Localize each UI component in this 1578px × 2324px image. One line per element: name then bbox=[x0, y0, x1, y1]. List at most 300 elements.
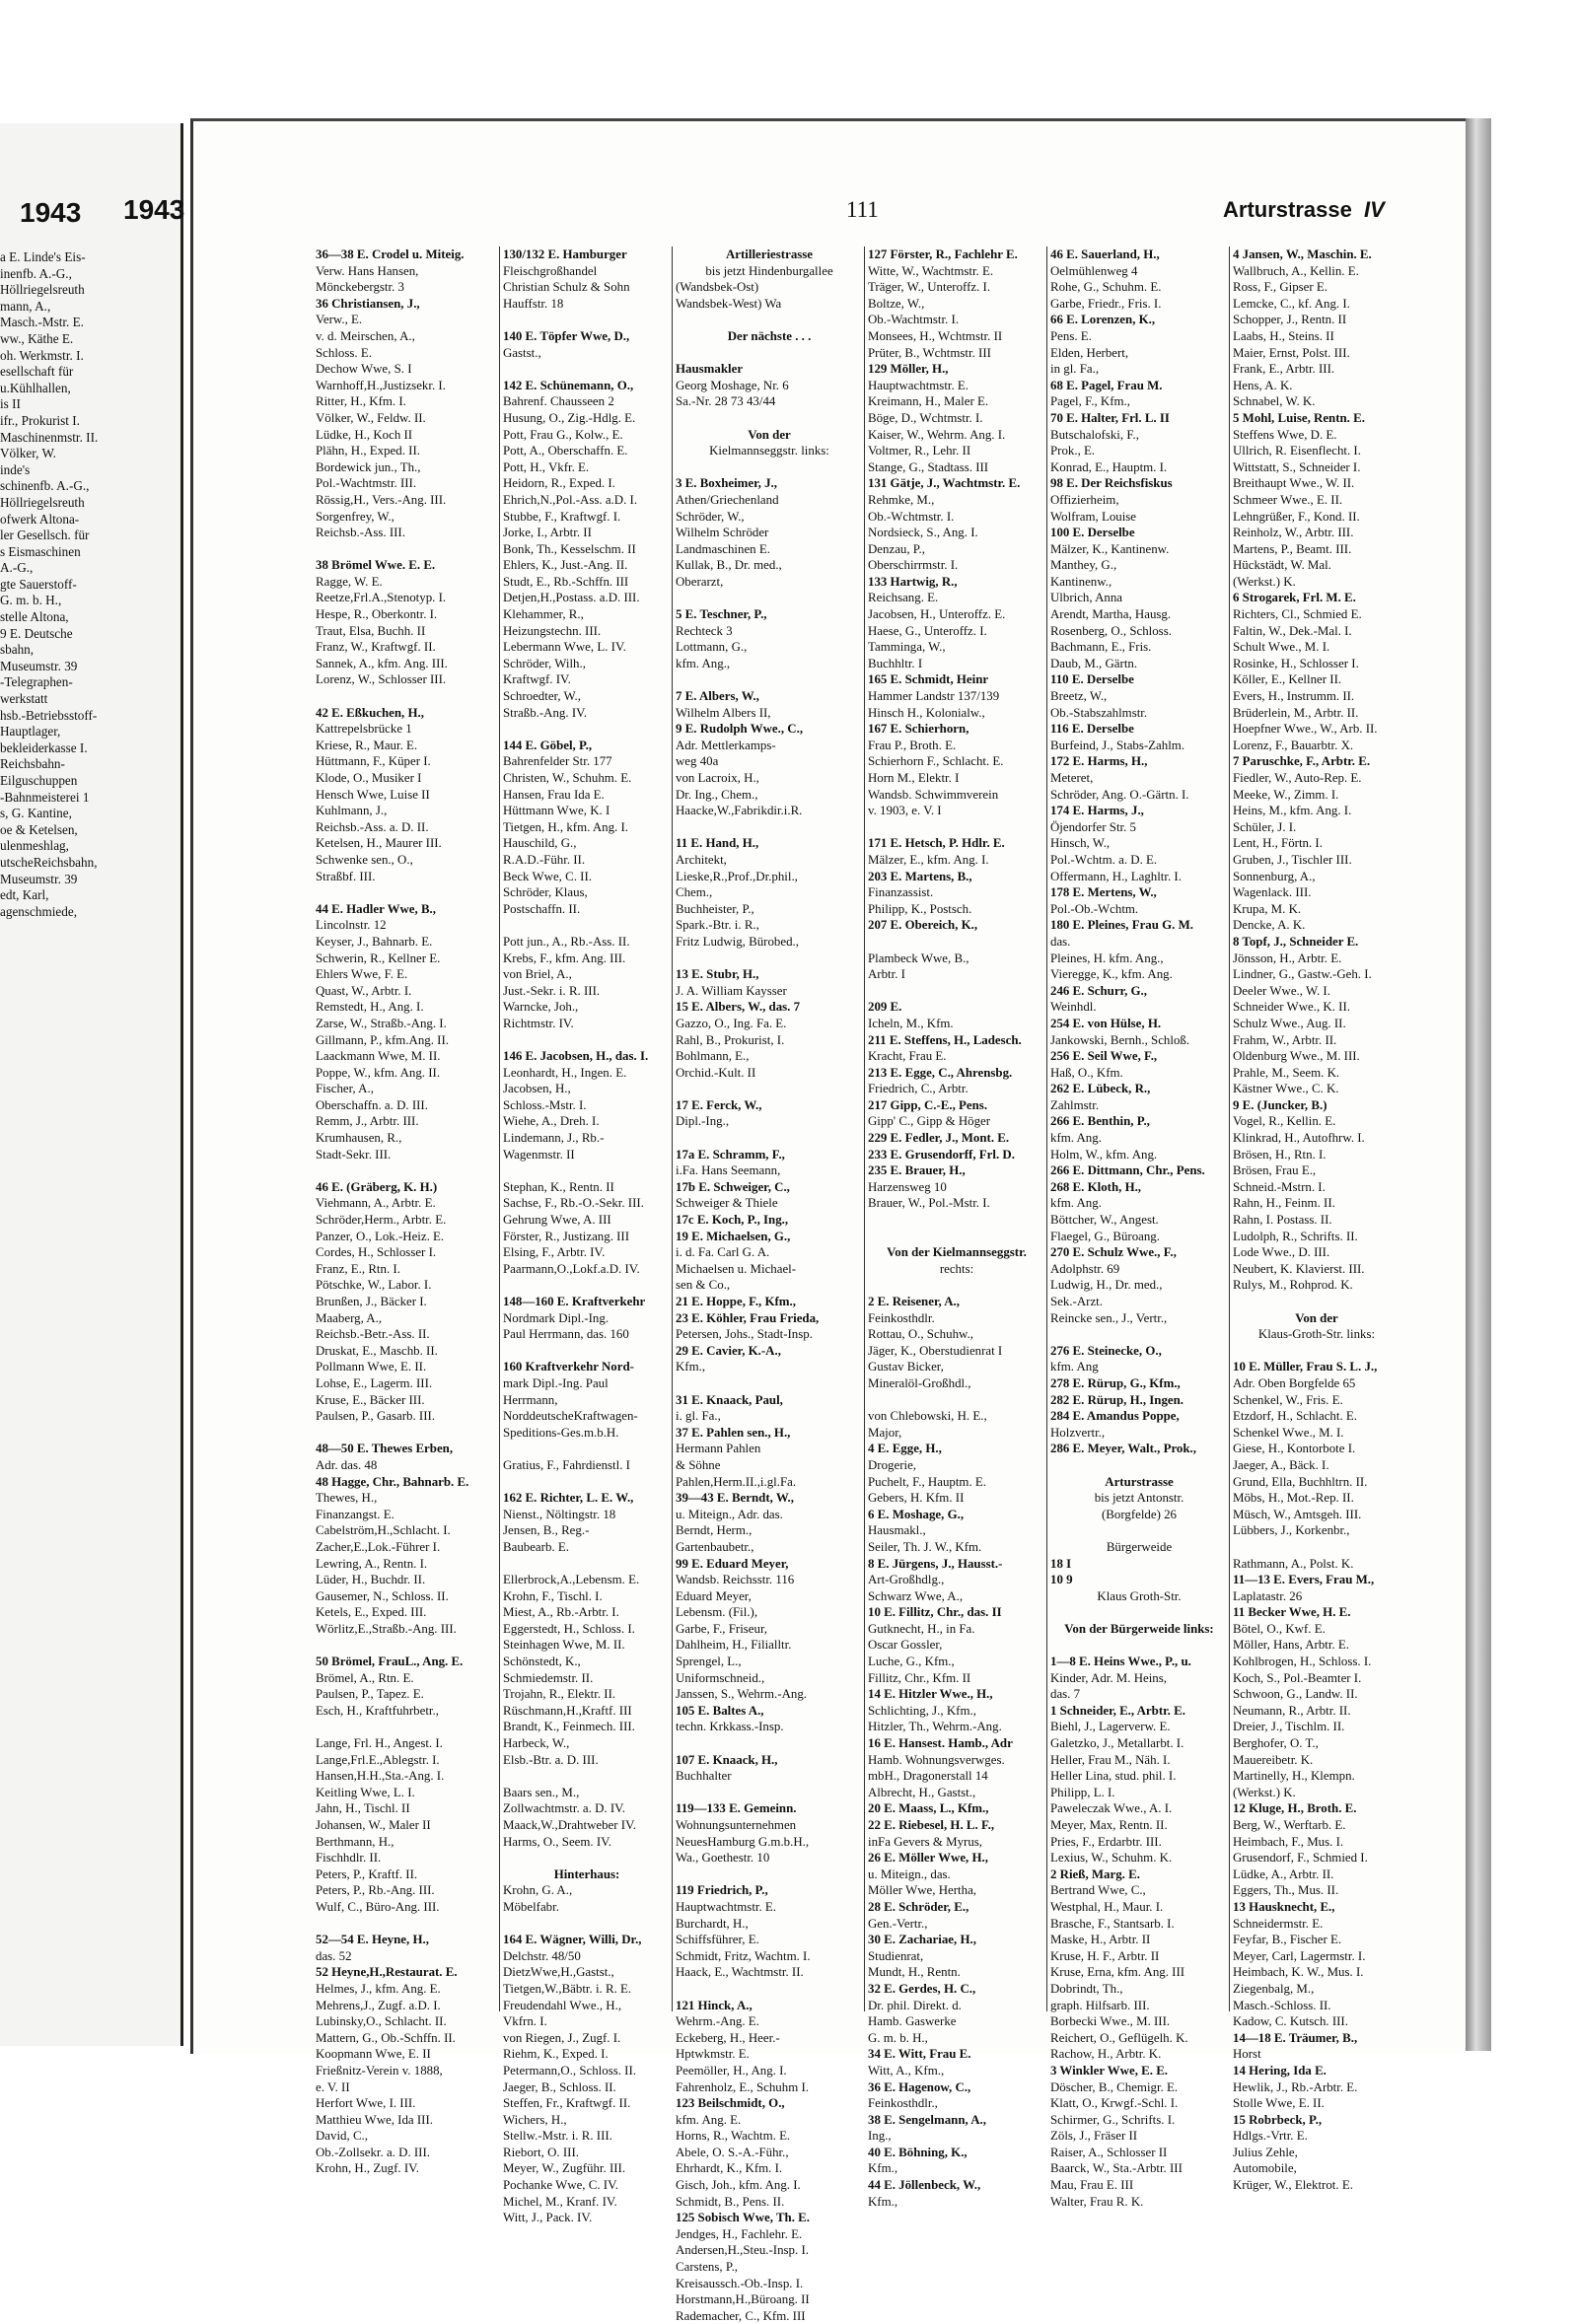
directory-line: Gebers, H. Kfm. II bbox=[868, 1491, 965, 1506]
directory-line: 17a E. Schramm, F., bbox=[676, 1147, 785, 1162]
directory-line: Peters, P., Rb.-Ang. III. bbox=[316, 1883, 435, 1898]
directory-line: 2 E. Reisener, A., bbox=[868, 1295, 960, 1308]
directory-line: Fritz Ludwig, Bürobed., bbox=[676, 934, 799, 949]
directory-line: Arturstrasse bbox=[1105, 1474, 1174, 1489]
previous-page-line: a E. Linde's Eis- bbox=[0, 249, 86, 264]
directory-line: Pötschke, W., Labor. I. bbox=[316, 1278, 432, 1293]
directory-line: Uniformschneid., bbox=[676, 1670, 765, 1685]
directory-line: Jensen, B., Reg.- bbox=[503, 1523, 590, 1538]
directory-line: Baubearb. E. bbox=[503, 1539, 569, 1554]
directory-line: 160 Kraftverkehr Nord- bbox=[503, 1360, 634, 1374]
directory-line: Grund, Ella, Buchhltrn. II. bbox=[1233, 1474, 1368, 1489]
directory-line: 17c E. Koch, P., Ing., bbox=[676, 1213, 789, 1228]
directory-line: Buchheister, P., bbox=[676, 901, 754, 916]
directory-column-6 bbox=[1233, 246, 1400, 2193]
directory-line: Schönstedt, K., bbox=[503, 1655, 581, 1669]
directory-line: Rademacher, C., Kfm. III bbox=[676, 2308, 806, 2323]
directory-line: 284 E. Amandus Poppe, bbox=[1050, 1409, 1180, 1424]
directory-line: Jorke, I., Arbtr. II bbox=[503, 526, 592, 540]
directory-line: Abele, O. S.-A.-Führ., bbox=[676, 2145, 789, 2159]
directory-line: Klinkrad, H., Autofhrw. I. bbox=[1233, 1131, 1365, 1146]
directory-line: Schloss. E. bbox=[316, 345, 372, 360]
directory-line: Architekt, bbox=[676, 852, 727, 867]
directory-line: Schröder, Klaus, bbox=[503, 885, 588, 900]
directory-line: Finanzangst. E. bbox=[316, 1507, 394, 1521]
directory-line: Ketels, E., Exped. III. bbox=[316, 1605, 427, 1620]
directory-line: 11 Becker Wwe, H. E. bbox=[1233, 1605, 1351, 1620]
directory-line: Kfm., bbox=[868, 2161, 898, 2176]
directory-line: Sprengel, L., bbox=[676, 1655, 742, 1669]
directory-line: Luche, G., Kfm., bbox=[868, 1655, 955, 1669]
directory-line: Brüderlein, M., Arbtr. II. bbox=[1233, 705, 1359, 720]
directory-line: Ob.-Wachtmstr. I. bbox=[868, 313, 960, 327]
directory-line: Harzensweg 10 bbox=[868, 1179, 947, 1194]
directory-line: mbH., Dragonerstall 14 bbox=[868, 1769, 988, 1784]
directory-line: Möller, Hans, Arbtr. E. bbox=[1233, 1638, 1349, 1653]
directory-line: Zöls, J., Fräser II bbox=[1050, 2129, 1138, 2144]
directory-line bbox=[868, 934, 1045, 951]
directory-line: Adr. Mettlerkamps- bbox=[676, 738, 776, 752]
directory-line: Verw. Hans Hansen, bbox=[316, 263, 419, 278]
directory-line: Jankowski, Bernh., Schloß. bbox=[1050, 1032, 1190, 1047]
directory-line: Hamb. Gaswerke bbox=[868, 2014, 957, 2029]
directory-line: Hückstädt, W. Mal. bbox=[1233, 558, 1331, 573]
directory-line: 8 E. Jürgens, J., Hausst.- bbox=[868, 1556, 1003, 1571]
directory-line: Mauereibetr. K. bbox=[1233, 1752, 1314, 1767]
directory-line: 10 9 bbox=[1050, 1573, 1073, 1587]
directory-line: Lemcke, C., kf. Ang. I. bbox=[1233, 296, 1350, 311]
directory-line: Sorgenfrey, W., bbox=[316, 509, 394, 524]
directory-line: Holzvertr., bbox=[1050, 1425, 1106, 1440]
directory-line: Herrmann, bbox=[503, 1392, 558, 1407]
directory-line bbox=[503, 1162, 671, 1179]
directory-line: Rössig,H., Vers.-Ang. III. bbox=[316, 492, 447, 507]
directory-line: Bertrand Wwe, C., bbox=[1050, 1883, 1146, 1898]
directory-line: Studienrat, bbox=[868, 1948, 924, 1963]
directory-line: Nordmark Dipl.-Ing. bbox=[503, 1310, 610, 1325]
directory-line: Franz, E., Rtn. I. bbox=[316, 1261, 400, 1276]
directory-line: Schüler, J. I. bbox=[1233, 819, 1297, 834]
column-rule bbox=[672, 246, 673, 2011]
directory-line: Lode Wwe., D. III. bbox=[1233, 1245, 1330, 1260]
directory-line: Nienst., Nöltingstr. 18 bbox=[503, 1507, 616, 1521]
directory-line: Rottau, O., Schuhw., bbox=[868, 1327, 973, 1342]
directory-line: Daub, M., Gärtn. bbox=[1050, 656, 1138, 670]
directory-line: Rachow, H., Arbtr. K. bbox=[1050, 2047, 1162, 2062]
directory-line: bis jetzt Hindenburgallee bbox=[705, 263, 833, 278]
directory-line: Berg, W., Werftarb. E. bbox=[1233, 1818, 1346, 1832]
directory-line: Vieregge, K., kfm. Ang. bbox=[1050, 967, 1173, 982]
directory-line: 20 E. Maass, L., Kfm., bbox=[868, 1801, 989, 1816]
directory-line: Christian Schulz & Sohn bbox=[503, 280, 630, 295]
directory-line: Cordes, H., Schlosser I. bbox=[316, 1245, 437, 1260]
directory-line: Kriese, R., Maur. E. bbox=[316, 738, 418, 752]
directory-line: Völker, W., Feldw. II. bbox=[316, 410, 426, 425]
directory-line bbox=[503, 1916, 671, 1933]
directory-line: Schierhorn F., Schlacht. E. bbox=[868, 754, 1004, 769]
directory-line: Matthieu Wwe, Ida III. bbox=[316, 2112, 433, 2127]
directory-line bbox=[676, 819, 863, 836]
directory-line: 127 Förster, R., Fachlehr E. bbox=[868, 247, 1018, 261]
page-number: 111 bbox=[846, 197, 879, 222]
directory-line: Fischer, A., bbox=[316, 1082, 374, 1096]
directory-line: Wa., Goethestr. 10 bbox=[676, 1851, 770, 1866]
directory-line: Rahl, B., Prokurist, I. bbox=[676, 1032, 785, 1047]
directory-line: Gazzo, O., Ing. Fa. E. bbox=[676, 1016, 787, 1030]
directory-column-2 bbox=[503, 246, 671, 2225]
previous-page-line: Museumstr. 39 bbox=[0, 658, 78, 673]
directory-line: Schmidt, Fritz, Wachtm. I. bbox=[676, 1948, 811, 1963]
directory-line: Müsch, W., Amtsgeh. III. bbox=[1233, 1507, 1362, 1521]
directory-line: Hinsch, W., bbox=[1050, 836, 1111, 851]
page-edge bbox=[1466, 118, 1491, 2051]
previous-page-line: utscheReichsbahn, bbox=[0, 854, 98, 870]
directory-line: Horns, R., Wachtm. E. bbox=[676, 2129, 791, 2144]
column-rule bbox=[864, 246, 865, 2011]
directory-line: Kruse, Erna, kfm. Ang. III bbox=[1050, 1965, 1185, 1980]
directory-line: Rüschmann,H.,Kraftf. III bbox=[503, 1703, 632, 1718]
directory-line: Cabelström,H.,Schlacht. I. bbox=[316, 1523, 451, 1538]
previous-page-line: ofwerk Altona- bbox=[0, 511, 80, 527]
directory-line: Wallbruch, A., Kellin. E. bbox=[1233, 263, 1359, 278]
directory-line: kfm. Ang bbox=[1050, 1360, 1099, 1374]
directory-line: 22 E. Riebesel, H. L. F., bbox=[868, 1818, 995, 1832]
directory-line: 16 E. Hansest. Hamb., Adr bbox=[868, 1736, 1013, 1751]
directory-line: 14 E. Hitzler Wwe., H., bbox=[868, 1687, 993, 1702]
directory-line: 19 E. Michaelsen, G., bbox=[676, 1229, 791, 1243]
directory-line: 48—50 E. Thewes Erben, bbox=[316, 1442, 454, 1456]
directory-line: Lübbers, J., Korkenbr., bbox=[1233, 1523, 1350, 1538]
directory-line bbox=[676, 1375, 863, 1392]
directory-line: Döscher, B., Chemigr. E. bbox=[1050, 2079, 1179, 2094]
directory-line bbox=[868, 1229, 1045, 1245]
directory-line: 9 E. Rudolph Wwe., C., bbox=[676, 722, 804, 737]
directory-line: Keitling Wwe, L. I. bbox=[316, 1785, 415, 1799]
directory-line: Zarse, W., Straßb.-Ang. I. bbox=[316, 1016, 447, 1030]
directory-line: Pol.-Wchtm. a. D. E. bbox=[1050, 852, 1158, 867]
directory-line: Buchhltr. I bbox=[868, 656, 923, 670]
directory-line: Straßbf. III. bbox=[316, 869, 376, 883]
directory-line: Wörlitz,E.,Straßb.-Ang. III. bbox=[316, 1621, 457, 1636]
directory-line: Dobrindt, Th., bbox=[1050, 1981, 1123, 1996]
directory-line: Hermann Pahlen bbox=[676, 1442, 761, 1456]
directory-line: Pahlen,Herm.II.,i.gl.Fa. bbox=[676, 1474, 797, 1489]
directory-line: Horn M., Elektr. I bbox=[868, 771, 960, 785]
directory-line: Straßb.-Ang. IV. bbox=[503, 705, 587, 720]
directory-line: Dreier, J., Tischlm. II. bbox=[1233, 1720, 1345, 1734]
directory-line: Kruse, H. F., Arbtr. II bbox=[1050, 1948, 1160, 1963]
directory-line: Koch, S., Pol.-Beamter I. bbox=[1233, 1670, 1362, 1685]
directory-line: Reichsb.-Ass. a. D. II. bbox=[316, 819, 429, 834]
directory-line: Stadt-Sekr. III. bbox=[316, 1147, 392, 1162]
directory-line: Hüttmann Wwe, K. I bbox=[503, 804, 610, 818]
directory-line: Andersen,H.,Steu.-Insp. I. bbox=[676, 2243, 809, 2258]
previous-page-line: sbahn, bbox=[0, 642, 35, 658]
directory-line: 38 E. Sengelmann, A., bbox=[868, 2112, 986, 2127]
directory-line: Steffen, Fr., Kraftwgf. II. bbox=[503, 2096, 631, 2111]
previous-page-line: 9 E. Deutsche bbox=[0, 625, 73, 641]
directory-line: 171 E. Hetsch, P. Hdlr. E. bbox=[868, 836, 1005, 851]
directory-line: Wagenlack. III. bbox=[1233, 885, 1312, 900]
directory-line: 39—43 E. Berndt, W., bbox=[676, 1491, 794, 1506]
directory-line: Verw., E. bbox=[316, 313, 363, 327]
directory-line: Möbs, H., Mot.-Rep. II. bbox=[1233, 1491, 1354, 1506]
directory-line: Krohn, H., Zugf. IV. bbox=[316, 2161, 420, 2176]
directory-line: 3 Winkler Wwe, E. E. bbox=[1050, 2063, 1169, 2078]
directory-line: 5 E. Teschner, P., bbox=[676, 607, 767, 622]
directory-line: 217 Gipp, C.-E., Pens. bbox=[868, 1097, 988, 1112]
directory-line: 15 Robrbeck, P., bbox=[1233, 2112, 1323, 2127]
directory-line: Schneidermstr. E. bbox=[1233, 1916, 1324, 1931]
directory-line: Plambeck Wwe, B., bbox=[868, 951, 969, 965]
directory-line: kfm. Ang. bbox=[1050, 1131, 1102, 1146]
directory-line: 254 E. von Hülse, H. bbox=[1050, 1016, 1162, 1030]
directory-line: Schwoon, G., Landw. II. bbox=[1233, 1687, 1358, 1702]
directory-line: 133 Hartwig, R., bbox=[868, 574, 958, 589]
directory-line: Hüttmann, F., Küper I. bbox=[316, 754, 431, 769]
directory-line: mark Dipl.-Ing. Paul bbox=[503, 1375, 609, 1390]
directory-line: Krüger, W., Elektrot. E. bbox=[1233, 2178, 1353, 2193]
directory-line: Fischhdlr. II. bbox=[316, 1851, 382, 1866]
directory-line: Schopper, J., Rentn. II bbox=[1233, 313, 1347, 327]
directory-line: Postschaffn. II. bbox=[503, 901, 581, 916]
directory-line: Gastst., bbox=[503, 345, 541, 360]
previous-page-year: 1943 bbox=[20, 197, 82, 228]
directory-line: Meyer, Carl, Lagermstr. I. bbox=[1233, 1948, 1366, 1963]
directory-line: 233 E. Grusendorff, Frl. D. bbox=[868, 1147, 1015, 1162]
directory-line: 17 E. Ferck, W., bbox=[676, 1097, 762, 1112]
directory-line: Lange, Frl. H., Angest. I. bbox=[316, 1736, 443, 1751]
directory-line: Holm, W., kfm. Ang. bbox=[1050, 1147, 1158, 1162]
directory-line: Hens, A. K. bbox=[1233, 378, 1293, 392]
directory-line: Adr. das. 48 bbox=[316, 1457, 378, 1472]
previous-page-line: -Bahnmeisterei 1 bbox=[0, 789, 90, 805]
directory-line: 46 E. Sauerland, H., bbox=[1050, 247, 1160, 261]
previous-page-line: s, G. Kantine, bbox=[0, 806, 72, 821]
directory-line: Hausmakler bbox=[676, 362, 744, 377]
directory-line: 130/132 E. Hamburger bbox=[503, 247, 627, 261]
previous-page-line: Museumstr. 39 bbox=[0, 871, 78, 886]
directory-line: Schulz Wwe., Aug. II. bbox=[1233, 1016, 1346, 1030]
previous-page-line: Eilguschuppen bbox=[0, 773, 78, 788]
previous-page-line: inenfb. A.-G., bbox=[0, 265, 72, 281]
directory-line: Paul Herrmann, das. 160 bbox=[503, 1327, 629, 1342]
directory-line: Breithaupt Wwe., W. II. bbox=[1233, 476, 1355, 491]
directory-line: 8 Topf, J., Schneider E. bbox=[1233, 934, 1359, 949]
directory-line: Ketelsen, H., Maurer III. bbox=[316, 836, 442, 851]
directory-line: Grusendorf, F., Schmied I. bbox=[1233, 1851, 1368, 1866]
directory-line: Weinhdl. bbox=[1050, 1000, 1097, 1015]
directory-line: Jahn, H., Tischl. II bbox=[316, 1801, 410, 1816]
directory-line: Panzer, O., Lok.-Heiz. E. bbox=[316, 1229, 445, 1243]
directory-line: Schmiedemstr. II. bbox=[503, 1670, 594, 1685]
directory-line: Burfeind, J., Stabs-Zahlm. bbox=[1050, 738, 1185, 752]
directory-line: Klode, O., Musiker I bbox=[316, 771, 422, 785]
directory-line: 144 E. Göbel, P., bbox=[503, 738, 593, 752]
directory-line: Ehrhardt, K., Kfm. I. bbox=[676, 2161, 783, 2176]
directory-line: 13 Hausknecht, E., bbox=[1233, 1899, 1335, 1914]
directory-line: 9 E. (Juncker, B.) bbox=[1233, 1097, 1327, 1112]
directory-line: Ziegenbalg, M., bbox=[1233, 1981, 1315, 1996]
directory-line: Mönckebergstr. 3 bbox=[316, 280, 404, 295]
directory-line: Detjen,H.,Postass. a.D. III. bbox=[503, 591, 640, 605]
directory-line: Druskat, E., Maschb. II. bbox=[316, 1343, 438, 1358]
directory-line: Eggerstedt, H., Schloss. I. bbox=[503, 1621, 635, 1636]
directory-line: i. gl. Fa., bbox=[676, 1409, 721, 1424]
directory-line: Quast, W., Arbtr. I. bbox=[316, 983, 412, 998]
directory-line: i. d. Fa. Carl G. A. bbox=[676, 1245, 770, 1260]
directory-line: Schröder, Ang. O.-Gärtn. I. bbox=[1050, 787, 1189, 802]
directory-line: Denzau, P., bbox=[868, 541, 925, 556]
directory-line: Kruse, E., Bäcker III. bbox=[316, 1392, 425, 1407]
directory-line: Frahm, W., Arbtr. II. bbox=[1233, 1032, 1337, 1047]
directory-line: 6 E. Moshage, G., bbox=[868, 1507, 965, 1521]
directory-line: Kuhlmann, J., bbox=[316, 804, 388, 818]
previous-page-line: ulenmeshlag, bbox=[0, 838, 69, 854]
directory-line: 229 E. Fedler, J., Mont. E. bbox=[868, 1131, 1010, 1146]
previous-page-line: stelle Altona, bbox=[0, 609, 69, 625]
directory-line bbox=[868, 1392, 1045, 1409]
directory-line bbox=[1050, 1604, 1228, 1621]
directory-line: Artilleriestrasse bbox=[725, 247, 814, 261]
directory-line: 278 E. Rürup, G., Kfm., bbox=[1050, 1375, 1181, 1390]
directory-line: Elden, Herbert, bbox=[1050, 345, 1129, 360]
directory-line: Hdlgs.-Vrtr. E. bbox=[1233, 2129, 1308, 2144]
directory-line: 31 E. Knaack, Paul, bbox=[676, 1392, 783, 1407]
directory-line: 5 Mohl, Luise, Rentn. E. bbox=[1233, 410, 1365, 425]
previous-page-fragment bbox=[0, 123, 183, 2046]
directory-line: Borbecki Wwe., M. III. bbox=[1050, 2014, 1171, 2029]
directory-line: Pagel, F., Kfm., bbox=[1050, 394, 1130, 409]
directory-line: 121 Hinck, A., bbox=[676, 1998, 753, 2012]
directory-line: Breetz, W., bbox=[1050, 689, 1108, 704]
directory-line: Lincolnstr. 12 bbox=[316, 918, 387, 933]
directory-line: Bötel, O., Kwf. E. bbox=[1233, 1621, 1326, 1636]
directory-line: Neubert, K. Klavierst. III. bbox=[1233, 1261, 1365, 1276]
directory-line: 1 Schneider, E., Arbtr. E. bbox=[1050, 1703, 1185, 1718]
directory-line: Kinder, Adr. M. Heins, bbox=[1050, 1670, 1167, 1685]
directory-line: 164 E. Wägner, Willi, Dr., bbox=[503, 1933, 642, 1947]
directory-line: Gausemer, N., Schloss. II. bbox=[316, 1588, 449, 1603]
directory-line: Peters, P., Kraftf. II. bbox=[316, 1866, 418, 1881]
directory-line: 44 E. Hadler Wwe, B., bbox=[316, 901, 436, 916]
directory-line: Krupa, M. K. bbox=[1233, 901, 1302, 916]
directory-line: Elsb.-Btr. a. D. III. bbox=[503, 1752, 599, 1767]
directory-line bbox=[503, 1850, 671, 1866]
directory-line: Bürgerweide bbox=[1106, 1539, 1173, 1554]
directory-line: 203 E. Martens, B., bbox=[868, 869, 972, 883]
directory-line: Poppe, W., kfm. Ang. II. bbox=[316, 1065, 441, 1080]
directory-line: Christen, W., Schuhm. E. bbox=[503, 771, 632, 785]
directory-line bbox=[1050, 1522, 1228, 1539]
directory-line: Maack,W.,Drahtweber IV. bbox=[503, 1818, 636, 1832]
directory-line: 167 E. Schierhorn, bbox=[868, 722, 969, 737]
directory-line bbox=[676, 1735, 863, 1752]
directory-line: Möbelfabr. bbox=[503, 1899, 559, 1914]
directory-line: Frau P., Broth. E. bbox=[868, 738, 957, 752]
directory-line: Hespe, R., Oberkontr. I. bbox=[316, 607, 438, 622]
directory-line: Feinkosthdlr. bbox=[868, 1310, 935, 1325]
directory-line: Michel, M., Kranf. IV. bbox=[503, 2194, 617, 2209]
directory-line: Fillitz, Chr., Kfm. II bbox=[868, 1670, 971, 1685]
directory-line: 32 E. Gerdes, H. C., bbox=[868, 1981, 976, 1996]
directory-line: Automobile, bbox=[1233, 2161, 1297, 2176]
directory-line: NorddeutscheKraftwagen- bbox=[503, 1409, 638, 1424]
directory-line: 129 Möller, H., bbox=[868, 362, 949, 377]
directory-line: 116 E. Derselbe bbox=[1050, 722, 1134, 737]
directory-line: 123 Beilschmidt, O., bbox=[676, 2096, 785, 2111]
directory-line: Sek.-Arzt. bbox=[1050, 1295, 1103, 1308]
directory-line: graph. Hilfsarb. III. bbox=[1050, 1998, 1150, 2012]
directory-line: Ludwig, H., Dr. med., bbox=[1050, 1278, 1163, 1293]
directory-line: 4 Jansen, W., Maschin. E. bbox=[1233, 247, 1372, 261]
directory-line bbox=[503, 1768, 671, 1785]
directory-line: 110 E. Derselbe bbox=[1050, 672, 1134, 687]
directory-line: Koopmann Wwe, E. II bbox=[316, 2047, 431, 2062]
directory-line: Öjendorfer Str. 5 bbox=[1050, 819, 1136, 834]
previous-page-line: Höllriegelsreuth bbox=[0, 282, 85, 298]
directory-line: Kadow, C. Kutsch. III. bbox=[1233, 2014, 1348, 2029]
directory-line: Lubinsky,O., Schlacht. II. bbox=[316, 2014, 447, 2029]
directory-line: 266 E. Dittmann, Chr., Pens. bbox=[1050, 1163, 1205, 1178]
directory-line: Reichsb.-Betr.-Ass. II. bbox=[316, 1327, 430, 1342]
directory-line: Wilhelm Schröder bbox=[676, 526, 769, 540]
directory-line: Reincke sen., J., Vertr., bbox=[1050, 1310, 1168, 1325]
directory-line: Evers, H., Instrumm. II. bbox=[1233, 689, 1355, 704]
directory-line bbox=[503, 361, 671, 378]
previous-page-line: werkstatt bbox=[0, 691, 48, 707]
directory-line: Mälzer, K., Kantinenw. bbox=[1050, 541, 1170, 556]
directory-line: Schmidt, B., Pens. II. bbox=[676, 2194, 785, 2209]
directory-line: Schiffsführer, E. bbox=[676, 1933, 759, 1947]
directory-line: Dencke, A. K. bbox=[1233, 918, 1306, 933]
directory-line: Pott, Frau G., Kolw., E. bbox=[503, 427, 623, 442]
directory-line: Fiedler, W., Auto-Rep. E. bbox=[1233, 771, 1362, 785]
directory-line: Masch.-Schloss. II. bbox=[1233, 1998, 1331, 2012]
directory-line: Lorenz, F., Bauarbtr. X. bbox=[1233, 738, 1354, 752]
directory-line: Von der Kielmannseggstr. bbox=[887, 1245, 1027, 1260]
directory-line: in gl. Fa., bbox=[1050, 362, 1100, 377]
directory-line: Lebensm. (Fil.), bbox=[676, 1605, 758, 1620]
directory-line: 15 E. Albers, W., das. 7 bbox=[676, 1000, 801, 1015]
directory-line: 36 Christiansen, J., bbox=[316, 296, 420, 311]
directory-line: Schneider Wwe., K. II. bbox=[1233, 1000, 1350, 1015]
directory-line: Dipl.-Ing., bbox=[676, 1114, 730, 1129]
directory-line: Schwerin, R., Kellner E. bbox=[316, 951, 441, 965]
directory-line: Keyser, J., Bahnarb. E. bbox=[316, 934, 433, 949]
directory-line: 2 Rieß, Marg. E. bbox=[1050, 1866, 1140, 1881]
directory-line: Heimbach, F., Mus. I. bbox=[1233, 1834, 1344, 1849]
directory-line: Flaegel, G., Büroang. bbox=[1050, 1229, 1160, 1243]
directory-line bbox=[1050, 1326, 1228, 1343]
column-rule bbox=[499, 246, 500, 2011]
directory-line: Prüter, B., Wchtmstr. III bbox=[868, 345, 991, 360]
directory-line: Schneid.-Mstrn. I. bbox=[1233, 1179, 1326, 1194]
directory-line: Schröder,Herm., Arbtr. E. bbox=[316, 1213, 447, 1228]
directory-line: Lüdke, A., Arbtr. II. bbox=[1233, 1866, 1334, 1881]
directory-line: Schroedter, W., bbox=[503, 689, 581, 704]
directory-line: Gruben, J., Tischler III. bbox=[1233, 852, 1352, 867]
directory-line: Witte, W., Wachtmstr. E. bbox=[868, 263, 994, 278]
directory-line: Gustav Bicker, bbox=[868, 1360, 944, 1374]
previous-page-line: schinenfb. A.-G., bbox=[0, 478, 90, 494]
directory-line: Horstmann,H.,Büroang. II bbox=[676, 2292, 810, 2307]
directory-line: Dahlheim, H., Filialltr. bbox=[676, 1638, 792, 1653]
directory-line: Hptwkmstr. E. bbox=[676, 2047, 750, 2062]
directory-line: Drogerie, bbox=[868, 1457, 917, 1472]
directory-line: Berndt, Herm., bbox=[676, 1523, 753, 1538]
directory-line: Kohlbrogen, H., Schloss. I. bbox=[1233, 1655, 1372, 1669]
